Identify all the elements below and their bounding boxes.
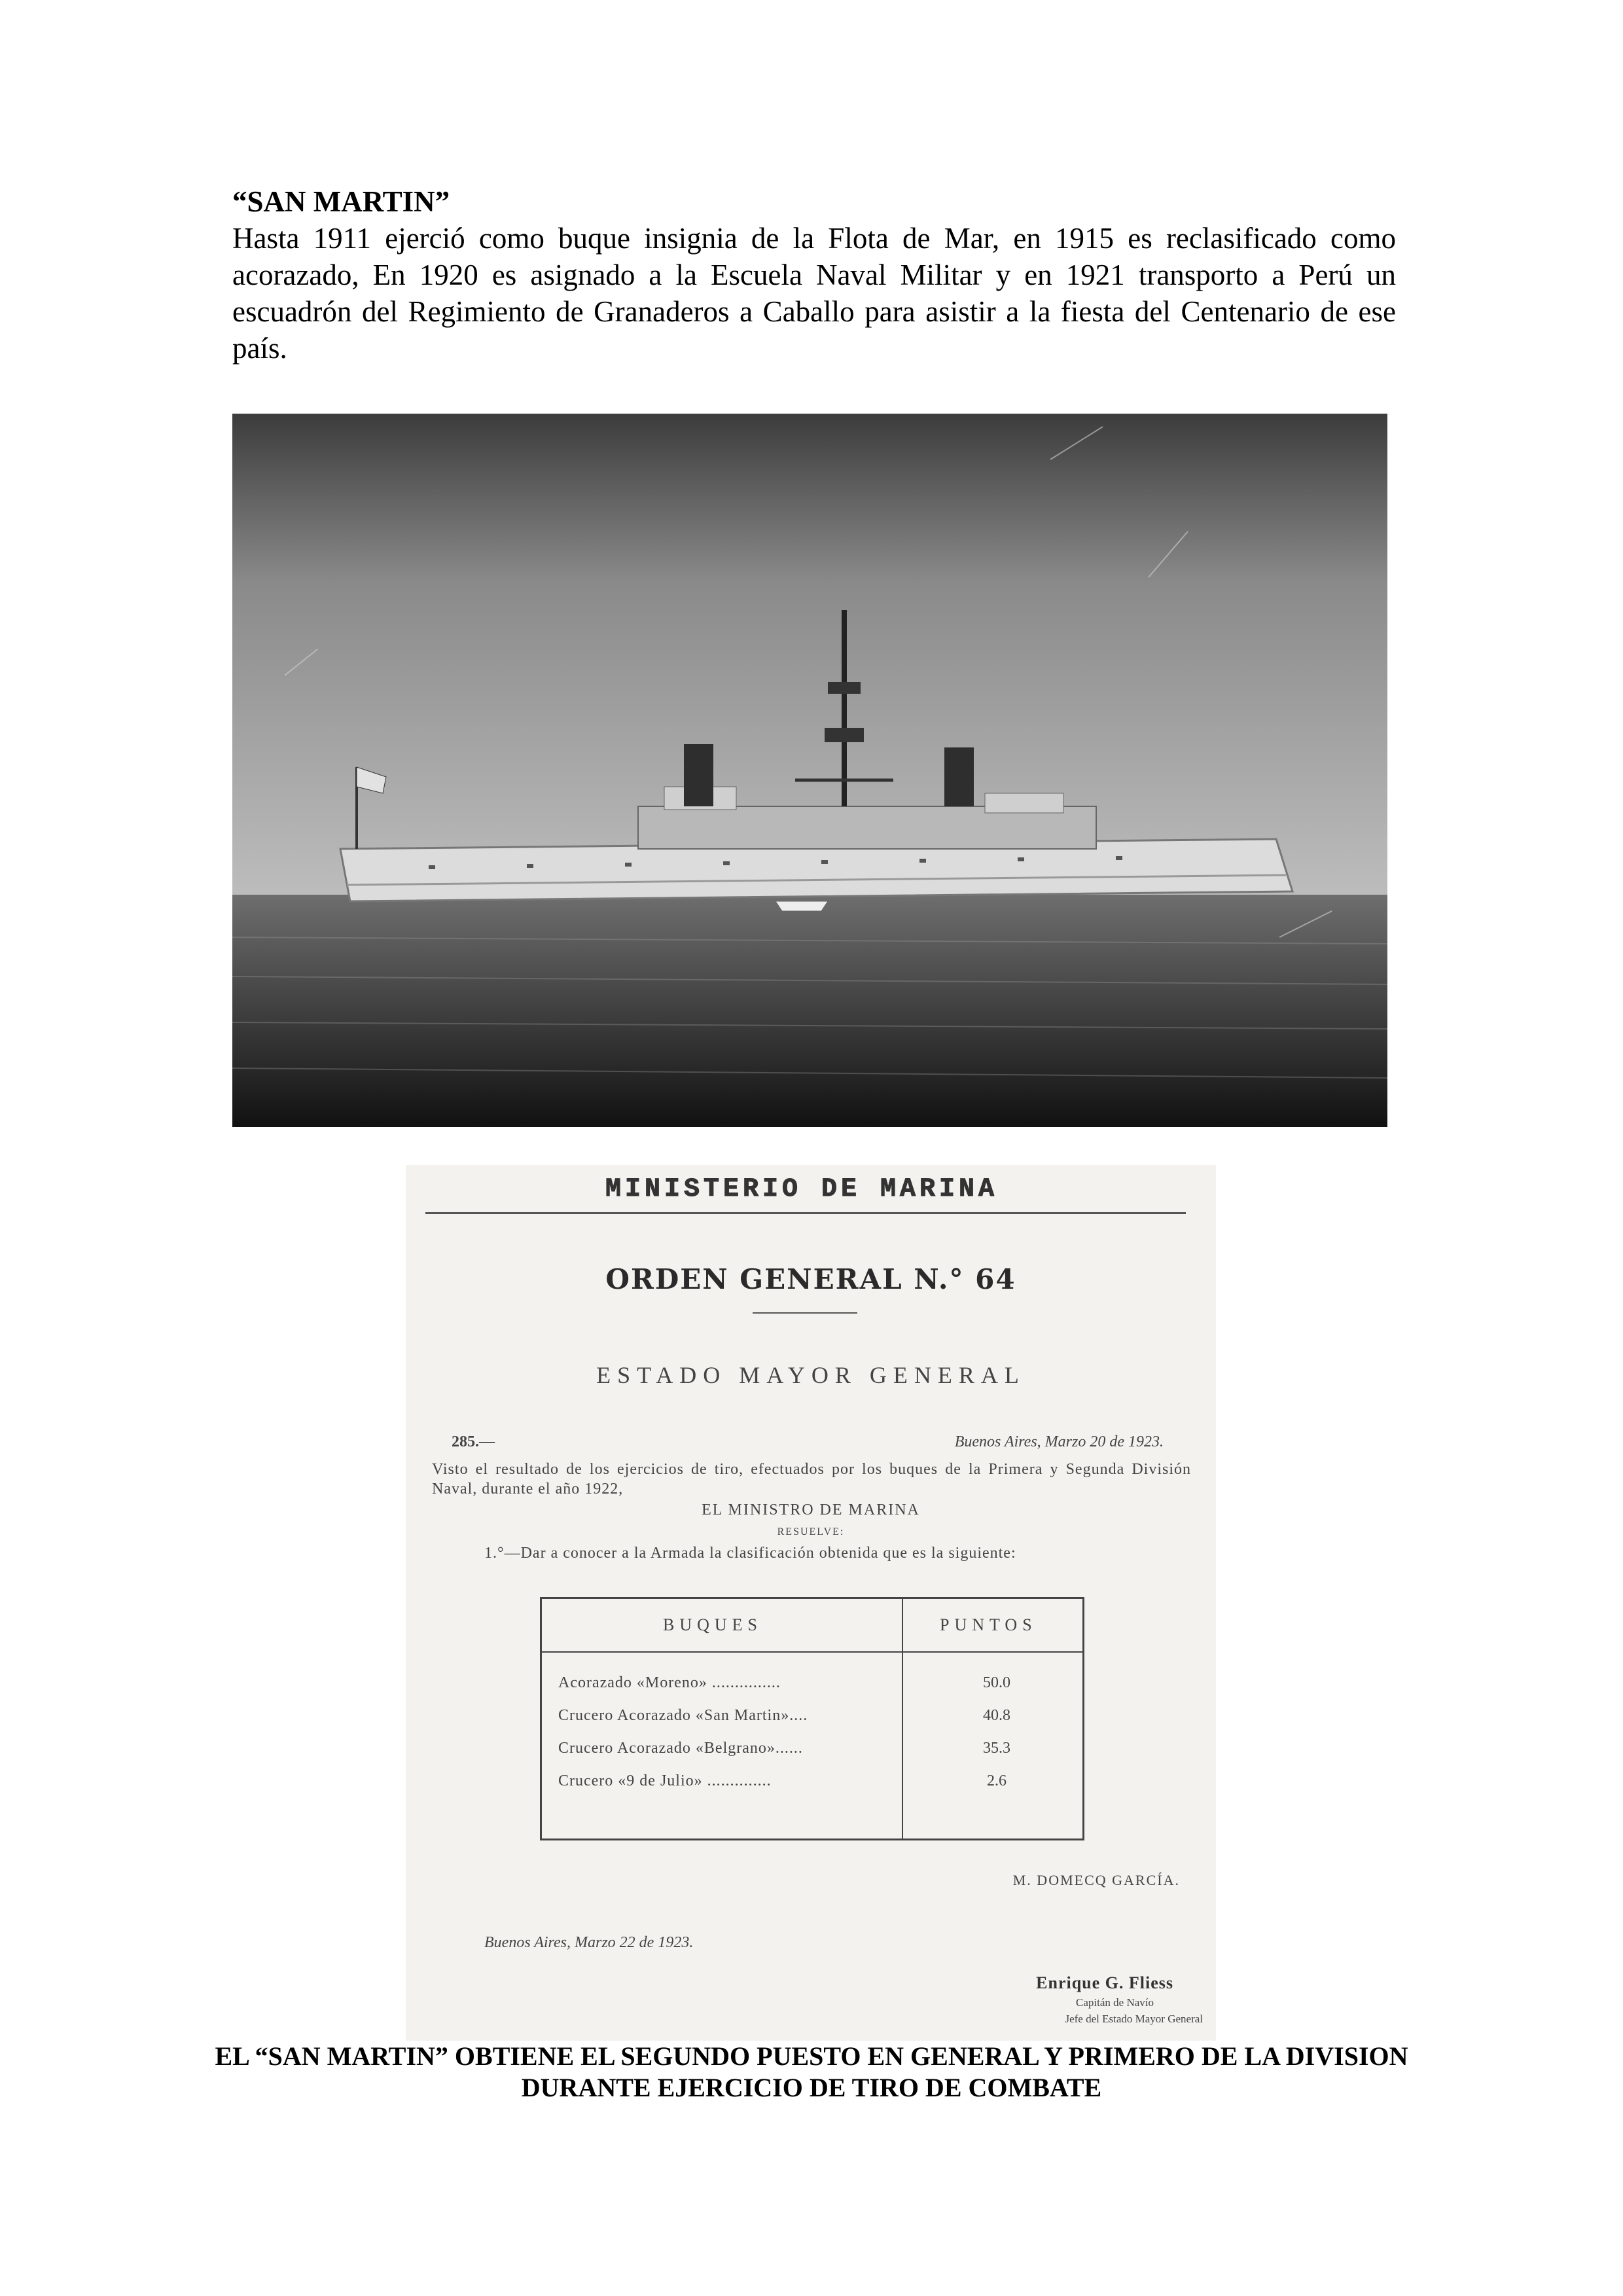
header-rule [542,1651,1082,1653]
second-date: Buenos Aires, Marzo 22 de 1923. [484,1934,694,1951]
header-ships: BUQUES [663,1615,763,1634]
intro-section [232,183,1396,367]
signatory-rank: Capitán de Navío [1076,1996,1154,2009]
ship-points: 2.6 [987,1772,1007,1789]
order-number: 285.— [452,1433,495,1450]
ship-points: 50.0 [983,1674,1010,1691]
ship-name: Acorazado «Moreno» ............... [558,1674,781,1691]
signatory-role: Jefe del Estado Mayor General [1065,2013,1203,2025]
order-title: ORDEN GENERAL N.° 64 [605,1263,1016,1295]
ship-illustration [232,414,1387,1127]
minister-signature: M. DOMECQ GARCÍA. [1012,1872,1180,1888]
ship-points: 40.8 [983,1707,1010,1724]
order-paragraph: Visto el resultado de los ejercicios de tiro, efectuados por los buques de la Primera y Segunda División Naval, durante el año 1922, [432,1461,1191,1498]
ship-name: Crucero Acorazado «San Martin».... [558,1707,808,1724]
signatory-name: Enrique G. Fliess [1036,1973,1173,1992]
ministry-heading: MINISTERIO DE MARINA [605,1175,999,1204]
ship-points: 35.3 [983,1740,1010,1757]
naval-order-document [406,1165,1216,2041]
minister-line: EL MINISTRO DE MARINA [702,1501,920,1518]
resolves-line: RESUELVE: [777,1526,845,1537]
ship-photo [232,414,1387,1127]
column-divider [902,1599,903,1839]
intro-paragraph: Hasta 1911 ejerció como buque insignia de la Flota de Mar, en 1915 es reclasificado como acorazado, En 1920 es asignado a la Escuela Naval Militar y en 1921 transporto a Perú un escuadrón del Regimiento de Granaderos a Caballo para asistir a la fiesta del Centenario de ese país. [232,222,1396,365]
order-date: Buenos Aires, Marzo 20 de 1923. [954,1433,1164,1450]
section-title: “SAN MARTIN” [232,185,450,218]
heading-rule [425,1212,1186,1214]
point-one: 1.°—Dar a conocer a la Armada la clasificación obtenida que es la siguiente: [484,1545,1016,1562]
title-rule [753,1312,857,1314]
header-points: PUNTOS [940,1615,1037,1634]
bottom-caption: EL “SAN MARTIN” OBTIENE EL SEGUNDO PUESTO EN GENERAL Y PRIMERO DE LA DIVISION DURANTE EJERCICIO DE TIRO DE COMBATE [215,2041,1408,2102]
ship-name: Crucero Acorazado «Belgrano»...... [558,1740,803,1757]
results-table [540,1597,1084,1840]
staff-heading: ESTADO MAYOR GENERAL [596,1362,1026,1388]
ship-name: Crucero «9 de Julio» .............. [558,1772,772,1789]
